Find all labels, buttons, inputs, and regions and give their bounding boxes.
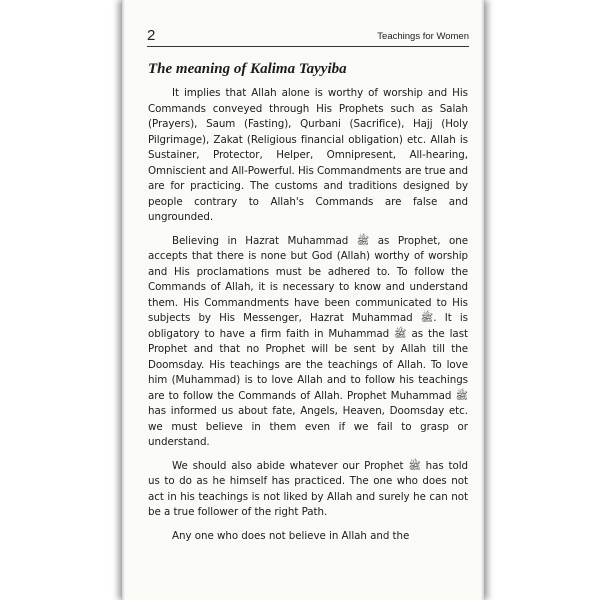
- page-number: 2: [147, 27, 156, 44]
- paragraph-2: Believing in Hazrat Muhammad ﷺ as Prophet, one accepts that there is none but God (Allah) worthy of worship and His proclamations must be adhered to. To follow the Commands of Allah, it is necessary to know and understand them. His Commandments have been communicated to His subjects by His Messenger, Hazrat Muhammad ﷺ. It is obligatory to have a firm faith in Muhammad ﷺ as the last Prophet and that no Prophet will be sent by Allah till the Doomsday. His teachings are the teachings of Allah. To love him (Muhammad) is to love Allah and to follow his teachings are to follow the Commands of Allah. Prophet Muhammad ﷺ has informed us about fate, Angels, Heaven, Doomsday etc. we must believe in them even if we fail to grasp or understand.: [148, 234, 468, 448]
- paragraph-3: We should also abide whatever our Prophet ﷺ has told us to do as he himself has practiced. The one who does not act in his teachings is not liked by Allah and surely he can not be a true follower of the right Path.: [148, 459, 468, 518]
- running-head: Teachings for Women: [377, 31, 469, 42]
- page-body: [148, 60, 468, 552]
- paragraph-1: It implies that Allah alone is worthy of worship and His Commands conveyed through His Prophets such as Salah (Prayers), Saum (Fasting), Qurbani (Sacrifice), Hajj (Holy Pilgrimage), Zakat (Religious financial obligation) etc. Allah is Sustainer, Protector, Helper, Omnipresent, All-hearing, Omniscient and All-Powerful. His Commandments are true and are for practicing. The customs and traditions designed by people contrary to Allah's Commands are false and ungrounded.: [148, 87, 468, 223]
- book-page: [122, 0, 484, 600]
- page-header: [147, 28, 469, 47]
- page-edge-left: [122, 0, 125, 600]
- paragraph-4: Any one who does not believe in Allah and the: [172, 529, 410, 542]
- page-edge-right: [481, 0, 484, 600]
- section-title: The meaning of Kalima Tayyiba: [148, 61, 347, 77]
